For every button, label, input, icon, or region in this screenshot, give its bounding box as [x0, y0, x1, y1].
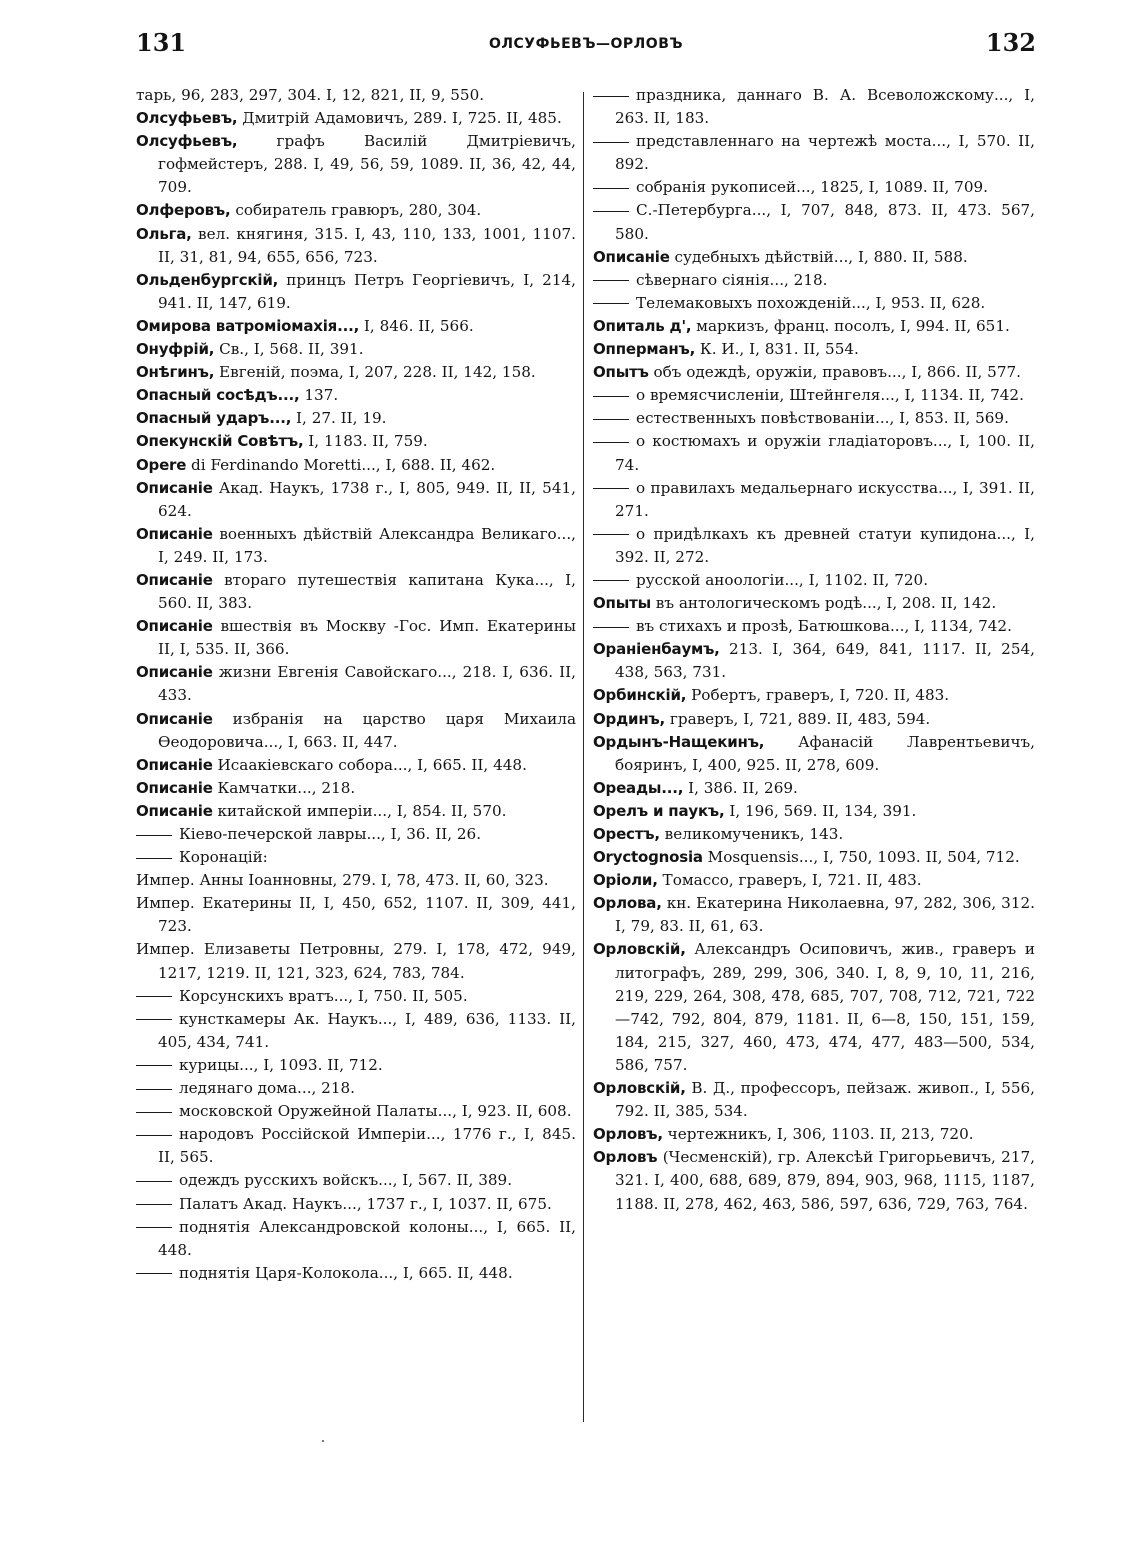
entry-text: сѣвернаго сіянія..., 218. — [636, 270, 828, 289]
entry-text: Импер. Екатерины II, I, 450, 652, 1107. II, 309, 441, 723. — [136, 894, 576, 936]
entry-headword: Опперманъ, — [593, 340, 696, 359]
entry-text: ледянаго дома..., 218. — [179, 1079, 355, 1098]
repeat-dash — [136, 835, 172, 836]
index-entry — [593, 1146, 1035, 1215]
repeat-dash — [136, 1135, 172, 1136]
entry-headword: Ольденбургскій, — [136, 270, 279, 289]
index-subentry — [136, 1008, 576, 1054]
index-entry — [593, 638, 1035, 684]
entry-headword: Ореады..., — [593, 778, 684, 797]
repeat-dash — [593, 442, 629, 443]
entry-text: о придѣлкахъ къ древней статуи купидона..., I, 392. II, 272. — [615, 524, 1035, 566]
entry-text: Mosquensis..., I, 750, 1093. II, 504, 712. — [702, 848, 1020, 867]
entry-headword: Ораніенбаумъ, — [593, 640, 720, 659]
running-title: ОЛСУФЬЕВЪ—ОРЛОВЪ — [488, 36, 684, 52]
entry-headword: Орловскій, — [593, 940, 686, 959]
entry-text: о времясчисленіи, Штейнгеля..., I, 1134. II, 742. — [636, 386, 1024, 405]
index-entry — [593, 684, 1035, 707]
entry-headword: Описаніе — [136, 570, 213, 589]
repeat-dash — [593, 627, 629, 628]
entry-text: Кіево-печерской лавры..., I, 36. II, 26. — [179, 825, 482, 843]
entry-headword: Орловъ, — [593, 1125, 663, 1144]
index-subentry — [593, 430, 1035, 476]
index-entry — [593, 869, 1035, 892]
entry-headword: Описаніе — [136, 478, 213, 497]
index-entry — [136, 708, 576, 754]
entry-headword: Онѣгинъ, — [136, 363, 215, 382]
entry-headword: Описаніе — [136, 778, 213, 797]
entry-headword: Орловъ — [593, 1148, 658, 1167]
index-entry — [593, 338, 1035, 361]
index-subentry — [136, 1100, 576, 1123]
index-entry — [136, 130, 576, 199]
index-subentry — [593, 84, 1035, 130]
index-entry — [136, 777, 576, 800]
index-entry — [593, 361, 1035, 384]
repeat-dash — [136, 1065, 172, 1066]
entry-text: Камчатки..., 218. — [212, 778, 356, 797]
index-entry — [136, 407, 576, 430]
index-subentry — [593, 176, 1035, 199]
index-entry — [136, 269, 576, 315]
entry-headword: Oryctoɡnosia — [593, 848, 703, 867]
entry-headword: Описаніе — [136, 801, 213, 820]
repeat-dash — [136, 1204, 172, 1205]
entry-headword: Opere — [136, 455, 187, 474]
entry-headword: Опытъ — [593, 363, 649, 382]
entry-headword: Описаніе — [593, 247, 670, 266]
entry-text: Св., I, 568. II, 391. — [214, 340, 364, 359]
entry-headword: Описаніе — [136, 663, 213, 682]
entry-text: жизни Евгенія Савойскаго..., 218. I, 636. II, 433. — [158, 663, 576, 705]
entry-headword: Оріоли, — [593, 871, 658, 890]
entry-text: С.-Петербурга..., I, 707, 848, 873. II, 473. 567, 580. — [615, 201, 1035, 243]
entry-headword: Опасный ударъ..., — [136, 409, 292, 428]
entry-text: К. И., I, 831. II, 554. — [695, 340, 859, 359]
index-entry — [136, 430, 576, 453]
entry-headword: Описаніе — [136, 524, 213, 543]
entry-headword: Описаніе — [136, 755, 213, 774]
index-entry — [593, 823, 1035, 846]
index-subentry — [593, 407, 1035, 430]
entry-headword: Омирова ватроміомахія..., — [136, 316, 360, 335]
index-entry — [593, 1077, 1035, 1123]
index-entry — [593, 592, 1035, 615]
entry-text: о правилахъ медальернаго искусства..., I, 391. II, 271. — [615, 478, 1035, 520]
entry-text: представленнаго на чертежѣ моста..., I, 570. II, 892. — [615, 132, 1035, 174]
index-entry — [136, 338, 576, 361]
index-subentry — [593, 384, 1035, 407]
entry-text: Исаакіевскаго собора..., I, 665. II, 448. — [212, 755, 527, 774]
index-subentry — [593, 477, 1035, 523]
entry-headword: Опасный сосѣдъ..., — [136, 386, 300, 405]
entry-text: I, 27. II, 19. — [291, 409, 387, 428]
repeat-dash — [136, 1273, 172, 1274]
entry-headword: Опекунскій Совѣтъ, — [136, 432, 304, 451]
index-entry — [136, 615, 576, 661]
repeat-dash — [593, 142, 629, 143]
index-subentry — [593, 523, 1035, 569]
repeat-dash — [593, 580, 629, 581]
index-subentry — [593, 569, 1035, 592]
entry-text: праздника, даннаго В. А. Всеволожскому..., I, 263. II, 183. — [615, 86, 1035, 128]
entry-headword: Ордынъ-Нащекинъ, — [593, 732, 765, 751]
repeat-dash — [593, 303, 629, 304]
entry-text: Александръ Осиповичъ, жив., граверъ и литографъ, 289, 299, 306, 340. I, 8, 9, 10, 11, 216, 219, 229, 264, 308, 478, 685, 707, 708, 712, 721, 722—742, 792, 804, 879, 1181. II, 6—8, 150, 151, 159, 184, 215, 327, 460, 473, 474, 477, 483—500, 534, 586, 757. — [615, 940, 1035, 1074]
entry-text: вшествія въ Москву -Гос. Имп. Екатерины II, I, 535. II, 366. — [158, 617, 576, 659]
index-entry — [593, 731, 1035, 777]
index-entry — [136, 892, 576, 938]
column-divider — [583, 92, 584, 1422]
index-subentry — [136, 985, 576, 1008]
repeat-dash — [593, 280, 629, 281]
repeat-dash — [136, 1112, 172, 1113]
index-subentry — [136, 1193, 576, 1216]
repeat-dash — [593, 419, 629, 420]
entry-text: di Ferdinando Moretti..., I, 688. II, 462. — [186, 455, 496, 474]
index-entry — [593, 800, 1035, 823]
index-subentry — [136, 1216, 576, 1262]
index-subentry — [136, 1262, 576, 1285]
entry-headword: Описаніе — [136, 617, 213, 636]
index-subentry — [593, 615, 1035, 638]
entry-text: 137. — [299, 386, 339, 405]
index-entry — [136, 199, 576, 222]
entry-text: I, 846. II, 566. — [359, 316, 474, 335]
entry-text: кунсткамеры Ак. Наукъ..., I, 489, 636, 1133. II, 405, 434, 741. — [158, 1009, 576, 1051]
print-speck — [322, 1440, 324, 1442]
entry-headword: Опыты — [593, 594, 651, 613]
entry-headword: Орестъ, — [593, 825, 660, 843]
left-page-number: 131 — [136, 28, 187, 57]
index-entry — [136, 523, 576, 569]
entry-text: Афанасій Лаврентьевичъ, бояринъ, I, 400, 925. II, 278, 609. — [615, 732, 1035, 774]
entry-text: (Чесменскій), гр. Алексѣй Григорьевичъ, 217, 321. I, 400, 688, 689, 879, 894, 903, 968, 1115, 1187, 1188. II, 278, 462, 463, 586, 597, 636, 729, 763, 764. — [615, 1148, 1035, 1213]
index-entry — [136, 361, 576, 384]
entry-text: въ антологическомъ родѣ..., I, 208. II, 142. — [650, 594, 997, 613]
repeat-dash — [136, 1019, 172, 1020]
repeat-dash — [136, 1089, 172, 1090]
index-entry — [136, 84, 576, 107]
entry-headword: Описаніе — [136, 709, 213, 728]
entry-text: граверъ, I, 721, 889. II, 483, 594. — [665, 709, 931, 728]
index-entry — [136, 477, 576, 523]
index-subentry — [136, 1054, 576, 1077]
entry-headword: Орелъ и паукъ, — [593, 801, 725, 820]
entry-text: Робертъ, граверъ, I, 720. II, 483. — [686, 686, 950, 705]
entry-headword: Ольга, — [136, 224, 192, 243]
entry-text: кн. Екатерина Николаевна, 97, 282, 306, 312. I, 79, 83. II, 61, 63. — [615, 894, 1035, 936]
entry-text: I, 196, 569. II, 134, 391. — [724, 801, 917, 820]
entry-text: Акад. Наукъ, 1738 г., I, 805, 949. II, II, 541, 624. — [158, 478, 576, 520]
entry-text: Палатъ Акад. Наукъ..., 1737 г., I, 1037. II, 675. — [179, 1194, 552, 1213]
entry-text: маркизъ, франц. посолъ, I, 994. II, 651. — [691, 316, 1010, 335]
right-column — [593, 84, 1035, 1216]
index-subentry — [593, 199, 1035, 245]
entry-headword: Орбинскій, — [593, 686, 687, 705]
repeat-dash — [593, 188, 629, 189]
entry-text: Дмитрій Адамовичъ, 289. I, 725. II, 485. — [237, 109, 562, 128]
index-entry — [593, 938, 1035, 1077]
entry-text: военныхъ дѣйствій Александра Великаго..., I, 249. II, 173. — [158, 524, 576, 566]
entry-text: русской аноологіи..., I, 1102. II, 720. — [636, 570, 929, 589]
entry-text: втораго путешествія капитана Кука..., I, 560. II, 383. — [158, 570, 576, 613]
entry-text: I, 386. II, 269. — [683, 778, 798, 797]
entry-headword: Олсуфьевъ, — [136, 132, 238, 151]
entry-headword: Олферовъ, — [136, 201, 231, 220]
entry-text: Коронацій: — [179, 848, 268, 867]
index-entry — [593, 708, 1035, 731]
repeat-dash — [593, 534, 629, 535]
repeat-dash — [136, 1181, 172, 1182]
index-subentry — [136, 1123, 576, 1169]
index-subentry — [136, 1169, 576, 1192]
entry-text: въ стихахъ и прозѣ, Батюшкова..., I, 1134, 742. — [636, 617, 1012, 636]
entry-text: московской Оружейной Палаты..., I, 923. II, 608. — [179, 1102, 572, 1121]
entry-text: чертежникъ, I, 306, 1103. II, 213, 720. — [662, 1125, 974, 1144]
index-entry — [593, 892, 1035, 938]
entry-text: одеждъ русскихъ войскъ..., I, 567. II, 389. — [179, 1171, 513, 1190]
index-subentry — [136, 823, 576, 846]
index-subentry — [136, 1077, 576, 1100]
entry-text: о костюмахъ и оружіи гладіаторовъ..., I, 100. II, 74. — [615, 432, 1035, 474]
repeat-dash — [593, 211, 629, 212]
entry-text: принцъ Петръ Георгіевичъ, I, 214, 941. II, 147, 619. — [158, 270, 576, 312]
index-entry — [136, 315, 576, 338]
index-entry — [136, 869, 576, 892]
entry-headword: Опиталь д', — [593, 316, 692, 335]
index-subentry — [593, 269, 1035, 292]
repeat-dash — [136, 996, 172, 997]
entry-text: собранія рукописей..., 1825, I, 1089. II, 709. — [636, 178, 988, 197]
index-entry — [136, 454, 576, 477]
entry-text: Корсунскихъ вратъ..., I, 750. II, 505. — [179, 986, 468, 1005]
entry-text: В. Д., профессоръ, пейзаж. живоп., I, 556, 792. II, 385, 534. — [615, 1079, 1035, 1121]
index-entry — [136, 223, 576, 269]
entry-headword: Ординъ, — [593, 709, 666, 728]
entry-text: судебныхъ дѣйствій..., I, 880. II, 588. — [669, 247, 968, 266]
index-entry — [593, 1123, 1035, 1146]
entry-text: Томассо, граверъ, I, 721. II, 483. — [657, 871, 922, 890]
left-column — [136, 84, 576, 1285]
entry-text: собиратель гравюръ, 280, 304. — [230, 201, 482, 220]
entry-text: поднятія Александровской колоны..., I, 665. II, 448. — [158, 1217, 576, 1259]
index-entry — [593, 777, 1035, 800]
repeat-dash — [136, 1227, 172, 1228]
entry-text: 213. I, 364, 649, 841, 1117. II, 254, 438, 563, 731. — [615, 640, 1035, 682]
entry-text: вел. княгиня, 315. I, 43, 110, 133, 1001, 1107. II, 31, 81, 94, 655, 656, 723. — [158, 224, 576, 266]
repeat-dash — [593, 488, 629, 489]
entry-headword: Олсуфьевъ, — [136, 109, 238, 128]
index-entry — [136, 938, 576, 984]
repeat-dash — [593, 396, 629, 397]
index-subentry — [593, 130, 1035, 176]
entry-text: Телемаковыхъ похожденій..., I, 953. II, 628. — [636, 293, 986, 312]
index-entry — [136, 754, 576, 777]
repeat-dash — [136, 858, 172, 859]
index-entry — [136, 661, 576, 707]
entry-text: естественныхъ повѣствованіи..., I, 853. II, 569. — [636, 409, 1009, 428]
entry-text: курицы..., I, 1093. II, 712. — [179, 1055, 383, 1074]
entry-text: I, 1183. II, 759. — [303, 432, 428, 451]
page-header — [136, 28, 1036, 64]
entry-headword: Онуфрій, — [136, 340, 215, 359]
entry-text: великомученикъ, 143. — [659, 825, 844, 843]
entry-text: Импер. Анны Іоанновны, 279. I, 78, 473. II, 60, 323. — [136, 871, 549, 890]
entry-text: народовъ Россійской Имперіи..., 1776 г., I, 845. II, 565. — [158, 1125, 576, 1167]
index-entry — [136, 569, 576, 615]
right-page-number: 132 — [985, 28, 1036, 57]
entry-text: тарь, 96, 283, 297, 304. I, 12, 821, II, 9, 550. — [136, 86, 485, 104]
index-entry — [136, 107, 576, 130]
entry-text: поднятія Царя-Колокола..., I, 665. II, 448. — [179, 1263, 513, 1282]
entry-headword: Орловскій, — [593, 1079, 686, 1098]
repeat-dash — [593, 96, 629, 97]
entry-headword: Орлова, — [593, 894, 662, 913]
index-entry — [593, 846, 1035, 869]
index-entry — [593, 315, 1035, 338]
entry-text: китайской имперіи..., I, 854. II, 570. — [212, 801, 507, 820]
index-entry — [136, 384, 576, 407]
index-entry — [593, 246, 1035, 269]
entry-text: графъ Василій Дмитріевичъ, гофмейстеръ, 288. I, 49, 56, 59, 1089. II, 36, 42, 44, 709. — [158, 132, 576, 197]
entry-text: избранія на царство царя Михаила Өеодоровича..., I, 663. II, 447. — [158, 709, 576, 751]
index-subentry — [136, 846, 576, 869]
index-entry — [136, 800, 576, 823]
index-subentry — [593, 292, 1035, 315]
entry-text: Импер. Елизаветы Петровны, 279. I, 178, 472, 949, 1217, 1219. II, 121, 323, 624, 783, 784. — [136, 940, 576, 982]
entry-text: Евгеній, поэма, I, 207, 228. II, 142, 158. — [214, 363, 536, 382]
entry-text: объ одеждѣ, оружіи, правовъ..., I, 866. II, 577. — [648, 363, 1022, 382]
